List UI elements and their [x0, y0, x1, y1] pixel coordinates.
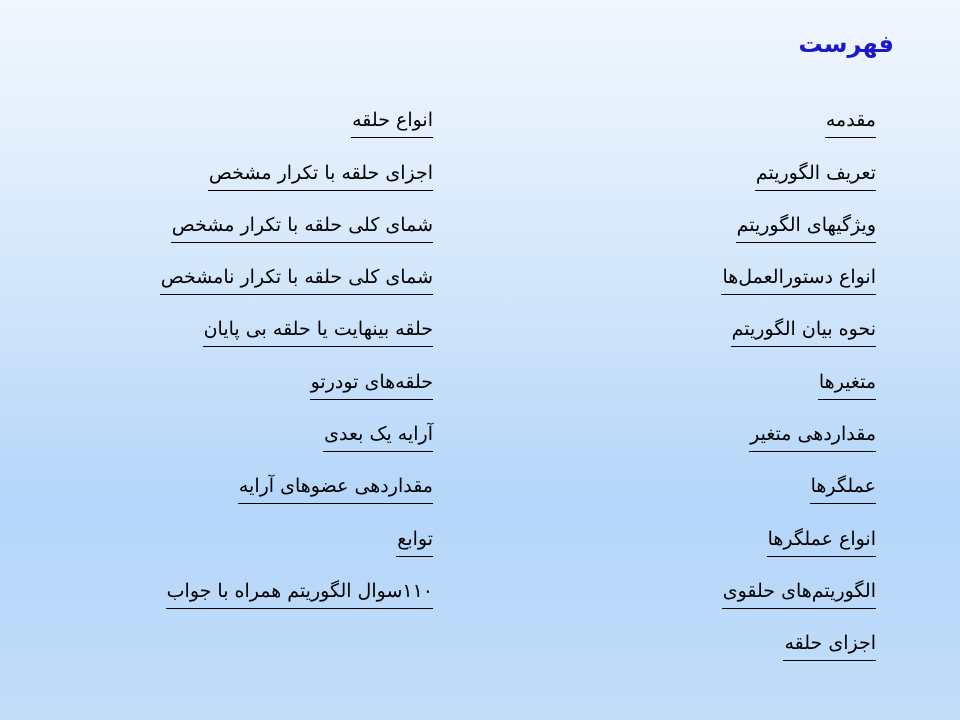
toc-link[interactable]: مقداردهی متغیر	[749, 421, 876, 452]
toc-item	[721, 243, 876, 295]
toc-item	[160, 452, 433, 504]
toc-item	[721, 295, 876, 347]
toc-link[interactable]: نحوه بیان الگوریتم	[731, 316, 876, 347]
toc-link[interactable]: مقدمه	[825, 107, 876, 138]
toc-item	[721, 347, 876, 399]
toc-right-column	[721, 86, 876, 661]
toc-item	[160, 191, 433, 243]
toc-item	[160, 138, 433, 190]
toc-item	[721, 504, 876, 556]
toc-item	[160, 295, 433, 347]
toc-item	[721, 86, 876, 138]
toc-link[interactable]: حلقه بینهایت یا حلقه بی پایان	[203, 316, 433, 347]
toc-link[interactable]: عملگرها	[810, 473, 876, 504]
toc-link[interactable]: اجزای حلقه	[783, 630, 876, 661]
toc-link[interactable]: الگوریتم‌های حلقوی	[722, 578, 876, 609]
toc-link[interactable]: حلقه‌های تودرتو	[310, 369, 433, 400]
toc-link[interactable]: آرایه یک بعدی	[323, 421, 433, 452]
toc-item	[721, 400, 876, 452]
toc-link[interactable]: متغیرها	[818, 369, 876, 400]
toc-item	[721, 609, 876, 661]
toc-link[interactable]: تعریف الگوریتم	[755, 160, 876, 191]
toc-link[interactable]: ویژگیهای الگوریتم	[736, 212, 876, 243]
toc-link[interactable]: مقداردهی عضوهای آرایه	[238, 473, 433, 504]
toc-link[interactable]: انواع عملگرها	[767, 526, 876, 557]
toc-link[interactable]: توابع	[396, 526, 433, 557]
toc-item	[160, 400, 433, 452]
toc-item	[721, 452, 876, 504]
toc-item	[160, 504, 433, 556]
toc-left-column	[160, 86, 433, 609]
toc-link[interactable]: شمای کلی حلقه با تکرار نامشخص	[160, 264, 433, 295]
toc-item	[160, 557, 433, 609]
toc-item	[160, 243, 433, 295]
toc-link[interactable]: انواع دستورالعمل‌ها	[721, 264, 876, 295]
toc-link[interactable]: انواع حلقه	[351, 107, 433, 138]
toc-link[interactable]: شمای کلی حلقه با تکرار مشخص	[171, 212, 433, 243]
toc-item	[721, 191, 876, 243]
toc-item	[160, 86, 433, 138]
toc-link[interactable]: ۱۱۰سوال الگوریتم همراه با جواب	[166, 578, 433, 609]
toc-item	[160, 347, 433, 399]
toc-link[interactable]: اجزای حلقه با تکرار مشخص	[208, 160, 433, 191]
toc-item	[721, 138, 876, 190]
page-title: فهرست	[798, 30, 894, 58]
toc-item	[721, 557, 876, 609]
